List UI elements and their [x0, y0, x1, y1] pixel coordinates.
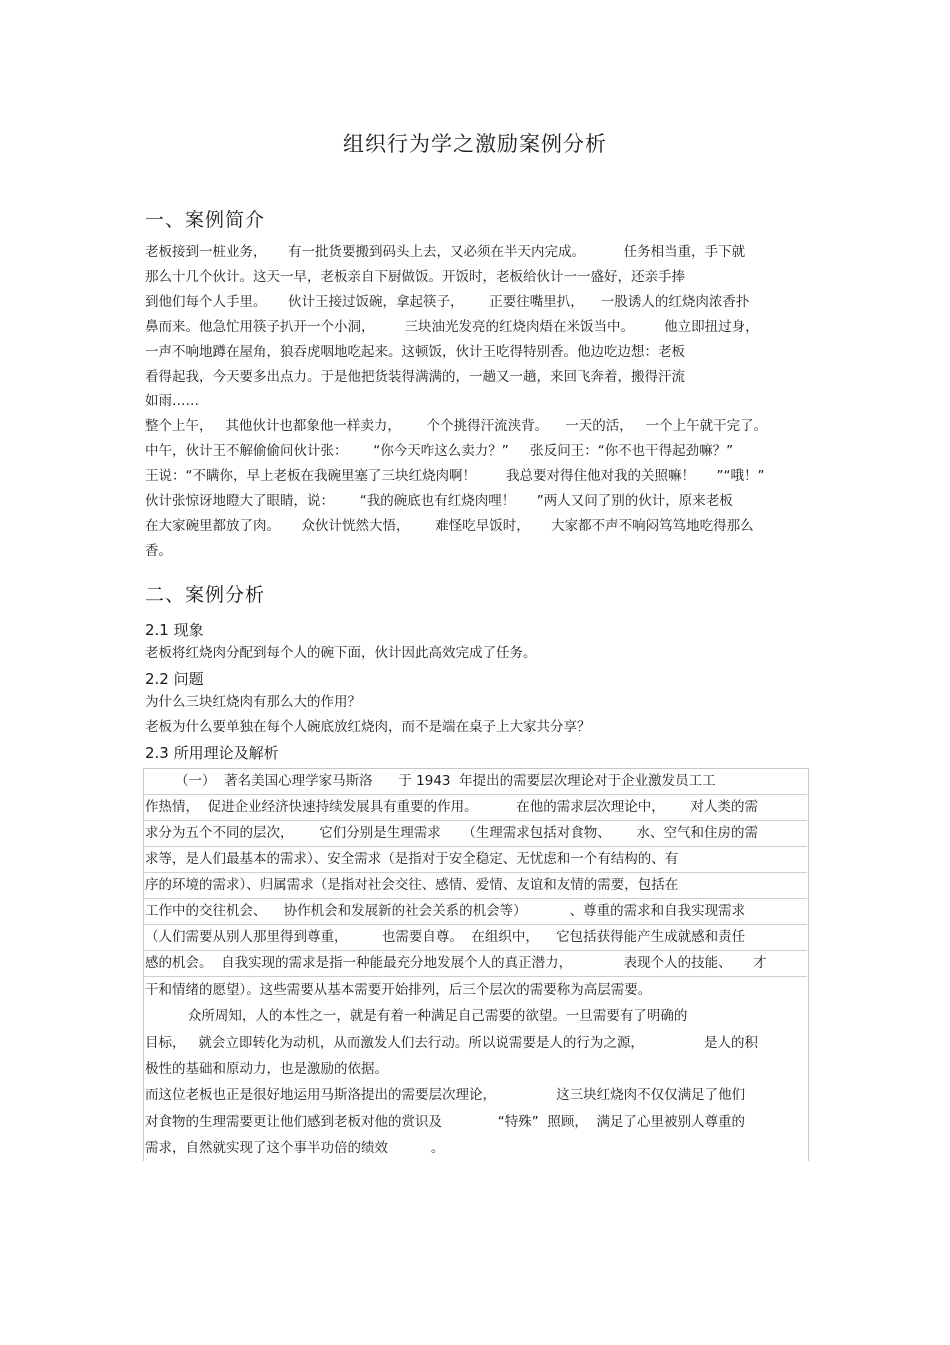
divider — [143, 924, 807, 925]
theory-line: 作热情， 促进企业经济快速持续发展具有重要的作用。 在他的需求层次理论中， 对人类的需 — [145, 799, 758, 815]
intro-line: 老板接到一桩业务， 有一批货要搬到码头上去，又必须在半天内完成。 任务相当重，手下就 — [145, 244, 746, 260]
theory-line: （一） 著名美国心理学家马斯洛 于 1943 年提出的需要层次理论对于企业激发员工工 — [145, 773, 716, 789]
divider — [143, 820, 807, 821]
intro-line: 如雨…… — [145, 393, 199, 409]
theory-line: 而这位老板也正是很好地运用马斯洛提出的需要层次理论， 这三块红烧肉不仅仅满足了他们 — [145, 1087, 746, 1103]
section-heading-analysis: 二、案例分析 — [145, 584, 266, 606]
intro-line: 看得起我，今天要多出点力。于是他把货装得满满的，一趟又一趟，来回飞奔着，搬得汗流 — [145, 369, 685, 385]
intro-line: 鼻而来。他急忙用筷子扒开一个小洞， 三块油光发亮的红烧肉焐在米饭当中。 他立即扭过身， — [145, 319, 759, 335]
divider — [143, 976, 807, 977]
question-line: 为什么三块红烧肉有那么大的作用？ — [145, 694, 361, 710]
theory-line: 求分为五个不同的层次， 它们分别是生理需求 （生理需求包括对食物、 水、空气和住房的需 — [145, 825, 758, 841]
theory-line: 需求，自然就实现了这个事半功倍的绩效 。 — [145, 1140, 445, 1156]
question-line: 老板为什么要单独在每个人碗底放红烧肉，而不是端在桌子上大家共分享？ — [145, 719, 591, 735]
divider — [143, 794, 807, 795]
intro-line: 在大家碗里都放了肉。 众伙计恍然大悟， 难怪吃早饭时， 大家都不声不响闷笃笃地吃得那么 — [145, 518, 754, 534]
intro-line: 伙计张惊讶地瞪大了眼睛，说： “我的碗底也有红烧肉哩！ ”两人又问了别的伙计，原来老板 — [145, 493, 733, 509]
theory-line: 感的机会。 自我实现的需求是指一种能最充分地发展个人的真正潜力， 表现个人的技能、 才 — [145, 955, 767, 971]
subsection-heading-phenomenon: 2.1 现象 — [145, 621, 204, 639]
theory-line: 求等，是人们最基本的需求）、安全需求（是指对于安全稳定、无忧虑和一个有结构的、有 — [145, 851, 679, 867]
theory-line: （人们需要从别人那里得到尊重， 也需要自尊。 在组织中， 它包括获得能产生成就感和责任 — [145, 929, 746, 945]
divider — [143, 950, 807, 951]
subsection-heading-question: 2.2 问题 — [145, 670, 204, 688]
intro-line: 中午，伙计王不解偷偷问伙计张： “你今天咋这么卖力？” 张反问王：“你不也干得起劲嘛？” — [145, 443, 734, 459]
subsection-heading-theory: 2.3 所用理论及解析 — [145, 744, 279, 762]
divider — [143, 846, 807, 847]
document-title: 组织行为学之激励案例分析 — [343, 132, 607, 156]
theory-line: 众所周知，人的本性之一，就是有着一种满足自己需要的欲望。一旦需要有了明确的 — [145, 1008, 688, 1024]
phenomenon-line: 老板将红烧肉分配到每个人的碗下面，伙计因此高效完成了任务。 — [145, 645, 537, 661]
theory-line: 目标， 就会立即转化为动机，从而激发人们去行动。所以说需要是人的行为之源， 是人的积 — [145, 1035, 758, 1051]
theory-line: 工作中的交往机会、 协作机会和发展新的社会关系的机会等） 、尊重的需求和自我实现需求 — [145, 903, 746, 919]
intro-line: 那么十几个伙计。这天一早，老板亲自下厨做饭。开饭时，老板给伙计一一盛好，还亲手捧 — [145, 269, 685, 285]
intro-line: 整个上午， 其他伙计也都象他一样卖力， 个个挑得汗流浃背。 一天的活， 一个上午就干完了。 — [145, 418, 768, 434]
theory-line: 极性的基础和原动力，也是激励的依据。 — [145, 1061, 388, 1077]
divider — [143, 872, 807, 873]
divider — [143, 898, 807, 899]
theory-line: 序的环境的需求）、归属需求（是指对社会交往、感情、爱情、友谊和友情的需要，包括在 — [145, 877, 679, 893]
intro-line: 一声不响地蹲在屋角，狼吞虎咽地吃起来。这顿饭，伙计王吃得特别香。他边吃边想：老板 — [145, 344, 685, 360]
section-heading-intro: 一、案例简介 — [145, 209, 266, 231]
intro-line: 王说：“不瞒你，早上老板在我碗里塞了三块红烧肉啊！ 我总要对得住他对我的关照嘛！ ”“哦！” — [145, 468, 765, 484]
intro-line: 香。 — [145, 543, 172, 559]
theory-line: 干和情绪的愿望）。这些需要从基本需要开始排列，后三个层次的需要称为高层需要。 — [145, 982, 652, 998]
theory-line: 对食物的生理需要更让他们感到老板对他的赏识及 “特殊” 照顾， 满足了心里被别人尊重的 — [145, 1114, 745, 1130]
intro-line: 到他们每个人手里。 伙计王接过饭碗，拿起筷子， 正要往嘴里扒， 一股诱人的红烧肉浓香扑 — [145, 294, 750, 310]
